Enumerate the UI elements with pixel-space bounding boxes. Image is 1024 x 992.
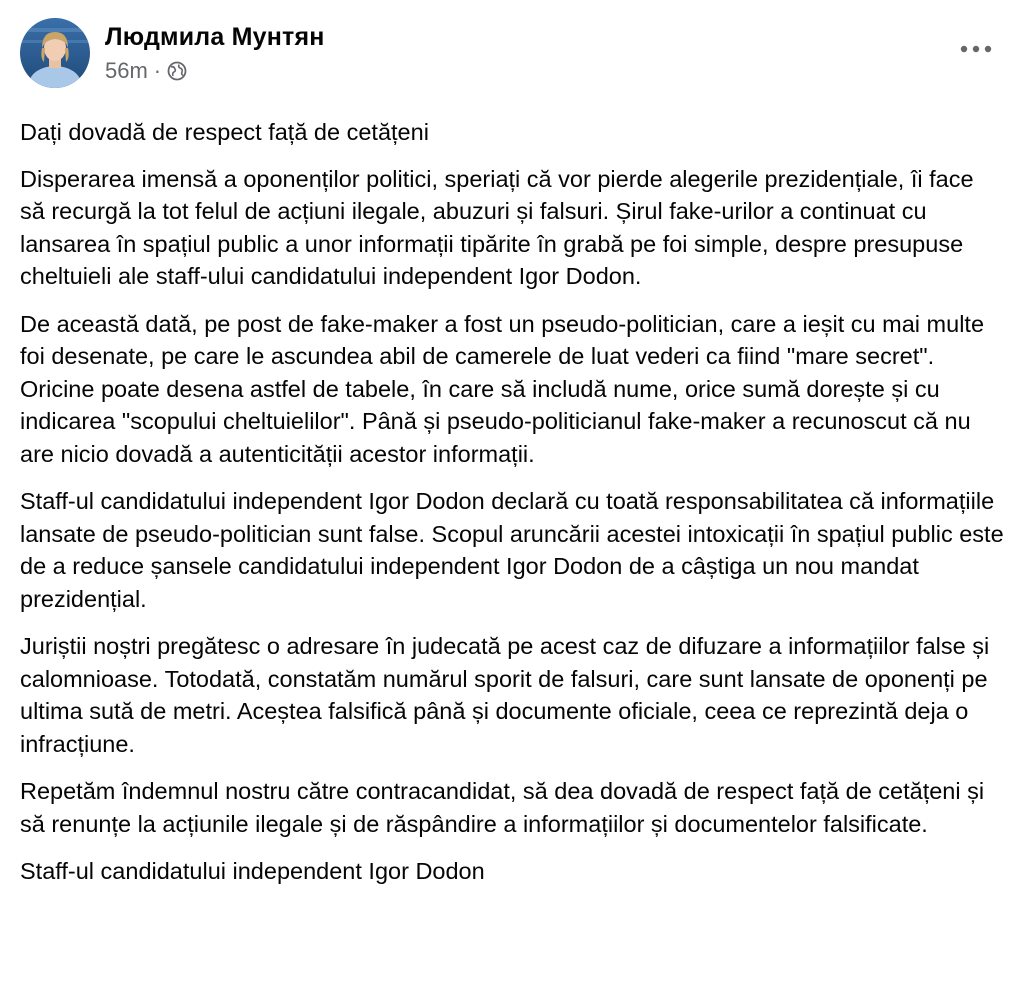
post-paragraph: Staff-ul candidatului independent Igor Dodon declară cu toată responsabilitatea că informațiile lansate de pseudo-politician sunt false. Scopul aruncării acestei intoxicații în spațiul public este de a reduce șansele candidatului independent Igor Dodon de a câștiga un nou mandat prezidențial. [20,488,1004,612]
avatar[interactable] [20,18,90,88]
avatar-image [20,18,90,88]
post-header [20,14,1004,104]
more-horizontal-icon [960,45,992,53]
author-name[interactable]: Людмила Мунтян [105,23,325,51]
post-paragraph: Disperarea imensă a oponenților politici, speriați că vor pierde alegerile prezidențiale, îi face să recurgă la tot felul de acțiuni ilegale, abuzuri și falsuri. Șirul fake-urilor a continuat cu lansarea în spațiul public a unor informații tipărite în grabă pe foi simple, despre presupuse cheltuieli ale staff-ului candidatului independent Igor Dodon. [20,165,974,289]
post-paragraph: Juriștii noștri pregătesc o adresare în judecată pe acest caz de difuzare a informațiilor false și calomnioase. Totodată, constatăm numărul sporit de falsuri, care sunt lansate de oponenți pe ultima sută de metri. Acеștea falsifică până și documente oficiale, ceea ce reprezintă deja o infracțiune. [20,633,990,757]
post-paragraph: Repetăm îndemnul nostru către contracandidat, să dea dovadă de respect față de cetățeni și să renunțe la acțiunile ilegale și de răspândire a informațiilor și documentelor falsificate. [20,778,985,837]
post-meta [105,58,325,84]
post-body [20,116,1004,888]
more-options-button[interactable] [958,34,994,64]
author-block [105,20,325,84]
globe-icon[interactable] [167,61,187,81]
meta-separator: · [153,58,162,83]
post-paragraph-signature: Staff-ul candidatului independent Igor Dodon [20,858,485,884]
post-paragraph: De această dată, pe post de fake-maker a fost un pseudo-politician, care a ieșit cu mai multe foi desenate, pe care le ascundea abil de camerele de luat vederi ca fiind "mare secret". Oricine poate desena astfel de tabele, în care să includă nume, orice sumă dorește și cu indicarea "scopului cheltuielilor". Până și pseudo-politicianul fake-maker a recunoscut că nu are nicio dovadă a autenticității acestor informații. [20,310,985,467]
post-paragraph-headline: Dați dovadă de respect față de cetățeni [20,119,429,145]
timestamp[interactable]: 56m [105,58,148,83]
